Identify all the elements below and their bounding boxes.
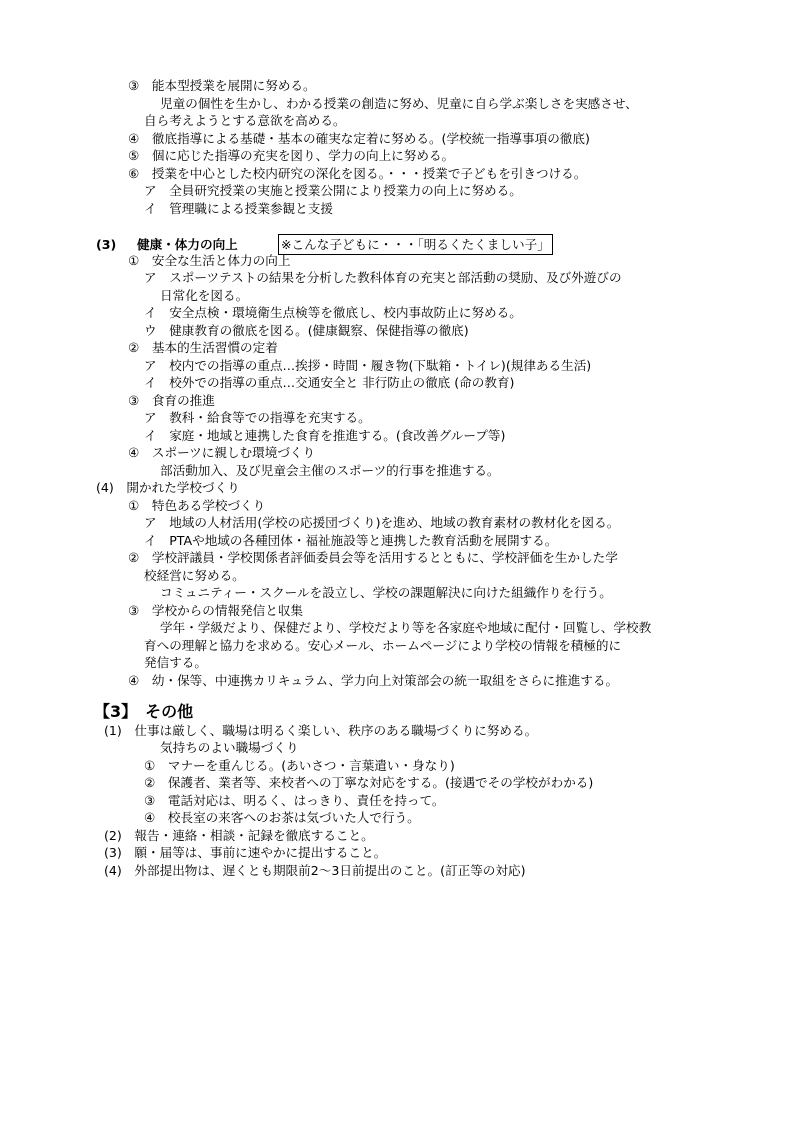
s4-2-desc: コミュニティー・スクールを設立し、学校の課題解決に向けた組織作りを行う。 <box>160 585 612 600</box>
other-1-item-2: ② 保護者、業者等、来校者への丁寧な対応をする。(接遇でその学校がわかる) <box>144 775 594 790</box>
s3-1-i: イ 安全点検・環境衛生点検等を徹底し、校内事故防止に努める。 <box>144 305 522 320</box>
other-3: (3) 願・届等は、事前に速やかに提出すること。 <box>104 845 387 860</box>
s4-3-desc-line1: 学年・学級だより、保健だより、学校だより等を各家庭や地域に配付・回覧し、学校教 <box>160 620 652 635</box>
s4-item-3: ③ 学校からの情報発信と収集 <box>128 603 304 618</box>
s3-item-2: ② 基本的生活習慣の定着 <box>128 340 278 355</box>
other-1-sub: 気持ちのよい職場づくり <box>160 740 299 755</box>
s4-item-2-line2: 校経営に努める。 <box>144 568 245 583</box>
s4-3-desc-line3: 発信する。 <box>144 655 207 670</box>
item-3-desc-line1: 児童の個性を生かし、わかる授業の創造に努め、児童に自ら学ぶ楽しさを実感させ、 <box>160 96 638 111</box>
other-1: (1) 仕事は厳しく、職場は明るく楽しい、秩序のある職場づくりに努める。 <box>104 723 538 738</box>
item-5-line: ⑤ 個に応じた指導の充実を図り、学力の向上に努める。 <box>128 148 455 163</box>
s4-3-desc-line2: 育への理解と協力を求める。安心メール、ホームページにより学校の情報を積極的に <box>144 638 622 653</box>
s3-2-i: イ 校外での指導の重点…交通安全と 非行防止の徹底 (命の教育) <box>144 375 515 390</box>
other-4: (4) 外部提出物は、遅くとも期限前2～3日前提出のこと。(訂正等の対応) <box>104 863 526 878</box>
s4-1-i: イ PTAや地域の各種団体・福祉施設等と連携した教育活動を展開する。 <box>144 533 558 548</box>
item-3-desc-line2: 自ら考えようとする意欲を高める。 <box>144 113 346 128</box>
item-3-line: ③ 能本型授業を展開に努める。 <box>128 78 316 93</box>
s3-2-a: ア 校内での指導の重点…挨拶・時間・履き物(下駄箱・トイレ)(規律ある生活) <box>144 358 592 373</box>
s4-1-a: ア 地域の人材活用(学校の応援団づくり)を進め、地域の教育素材の教材化を図る。 <box>144 515 620 530</box>
item-6-i: イ 管理職による授業参観と支援 <box>144 201 333 216</box>
s4-item-2-line1: ② 学校評議員・学校関係者評価委員会等を活用するとともに、学校評価を生かした学 <box>128 550 618 565</box>
section-3-number: (3) <box>96 237 117 252</box>
item-4-line: ④ 徹底指導による基礎・基本の確実な定着に努める。(学校統一指導事項の徹底) <box>128 131 590 146</box>
other-1-item-1: ① マナーを重んじる。(あいさつ・言葉遣い・身なり) <box>144 758 455 773</box>
item-6-a: ア 全員研究授業の実施と授業公開により授業力の向上に努める。 <box>144 183 522 198</box>
s3-4-desc: 部活動加入、及び児童会主催のスポーツ的行事を推進する。 <box>160 463 500 478</box>
section-3-title: 健康・体力の向上 <box>137 237 238 252</box>
s3-3-i: イ 家庭・地域と連携した食育を推進する。(食改善グループ等) <box>144 428 506 443</box>
s4-item-4: ④ 幼・保等、中連携カリキュラム、学力向上対策部会の統一取組をさらに推進する。 <box>128 673 619 688</box>
section-4-heading: (4) 開かれた学校づくり <box>96 480 240 495</box>
other-2: (2) 報告・連絡・相談・記録を徹底すること。 <box>104 828 374 843</box>
s3-item-4: ④ スポーツに親しむ環境づくり <box>128 445 316 460</box>
s3-3-a: ア 教科・給食等での指導を充実する。 <box>144 410 371 425</box>
s4-item-1: ① 特色ある学校づくり <box>128 498 266 513</box>
s3-1-a-line2: 日常化を図る。 <box>160 288 249 303</box>
other-1-item-3: ③ 電話対応は、明るく、はっきり、責任を持って。 <box>144 793 445 808</box>
item-6-line: ⑥ 授業を中心とした校内研究の深化を図る。・・・授業で子どもを引きつける。 <box>128 166 587 181</box>
section-3-item-1: ① 安全な生活と体力の向上 <box>128 253 291 268</box>
s3-1-a-line1: ア スポーツテストの結果を分析した教科体育の充実と部活動の奨励、及び外遊びの <box>144 270 622 285</box>
s3-1-u: ウ 健康教育の徹底を図る。(健康観察、保健指導の徹底) <box>144 323 469 338</box>
other-1-item-4: ④ 校長室の来客へのお茶は気づいた人で行う。 <box>144 810 420 825</box>
other-section-title: 【3】 その他 <box>94 702 194 721</box>
s3-item-3: ③ 食育の推進 <box>128 393 215 408</box>
motto-box: ※こんな子どもに・・・「明るくたくましい子」 <box>278 234 553 255</box>
